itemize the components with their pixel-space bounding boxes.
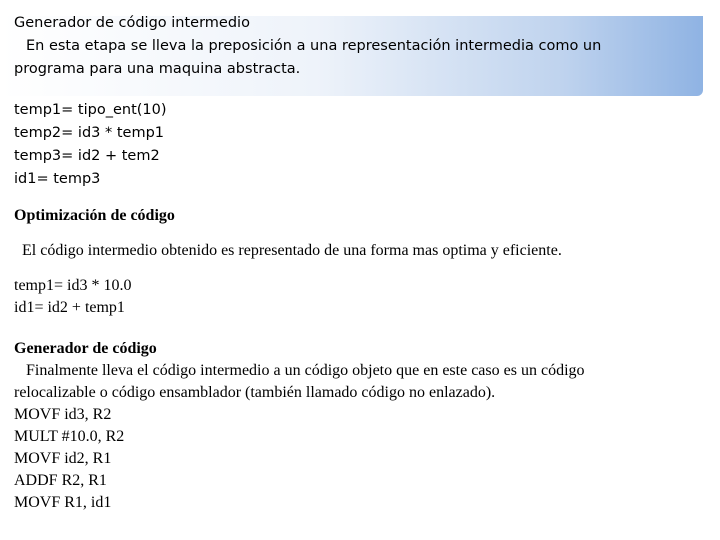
slide-content (14, 12, 704, 514)
code-line: MOVF id2, R1 (14, 450, 112, 467)
code-line: temp3= id2 + tem2 (14, 148, 160, 164)
code-line: MULT #10.0, R2 (14, 428, 125, 445)
description-line: El código intermedio obtenido es representado de una forma mas optima y eficiente. (22, 242, 562, 259)
description-line: En esta etapa se lleva la preposición a una representación intermedia como un (26, 38, 602, 54)
code-line: MOVF id3, R2 (14, 406, 112, 423)
section-title: Generador de código intermedio (14, 15, 250, 31)
code-line: ADDF R2, R1 (14, 472, 107, 489)
section-optimization (14, 205, 704, 319)
description-line: programa para una maquina abstracta. (14, 61, 301, 77)
code-line: id1= temp3 (14, 171, 101, 187)
section-intermediate-code (14, 12, 704, 191)
code-line: id1= id2 + temp1 (14, 299, 125, 316)
description-line: Finalmente lleva el código intermedio a un código objeto que en este caso es un código (26, 362, 585, 379)
code-line: temp1= id3 * 10.0 (14, 277, 132, 294)
section-title: Optimización de código (14, 207, 175, 224)
section-code-generation (14, 338, 704, 514)
description-line: relocalizable o código ensamblador (también llamado código no enlazado). (14, 384, 496, 401)
code-line: temp1= tipo_ent(10) (14, 102, 167, 118)
section-title: Generador de código (14, 340, 157, 357)
code-line: MOVF R1, id1 (14, 494, 112, 511)
code-line: temp2= id3 * temp1 (14, 125, 165, 141)
